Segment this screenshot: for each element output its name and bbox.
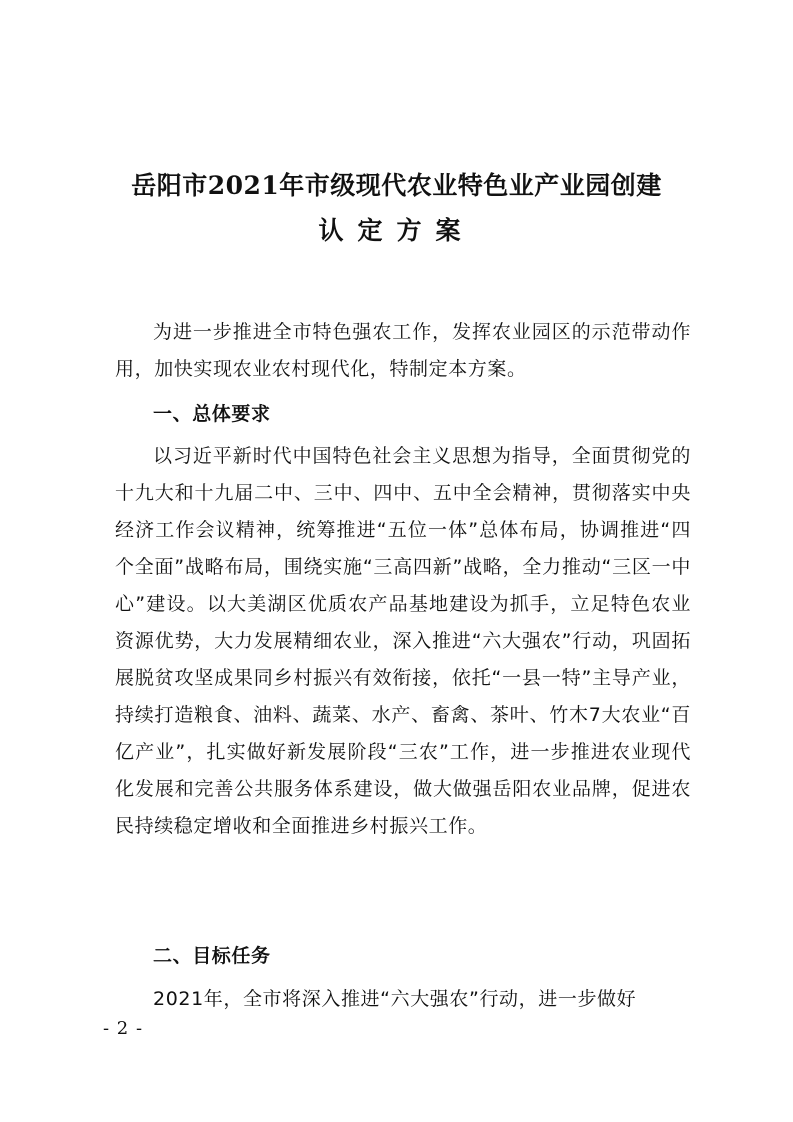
page-number: - 2 - xyxy=(103,1018,144,1039)
document-title-line1: 岳阳市2021年市级现代农业特色业产业园创建 xyxy=(131,171,662,200)
intro-paragraph: 为进一步推进全市特色强农工作，发挥农业园区的示范带动作用，加快实现农业农村现代化，特制定本方案。 xyxy=(115,321,691,380)
section-heading-goals-tasks: 二、目标任务 xyxy=(153,945,271,967)
section-heading-general-requirements: 一、总体要求 xyxy=(153,403,271,425)
goals-tasks-paragraph: 2021年，全市将深入推进“六大强农”行动，进一步做好 xyxy=(153,988,637,1010)
document-title-line2: 认定方案 xyxy=(318,216,475,245)
general-requirements-paragraph: 以习近平新时代中国特色社会主义思想为指导，全面贯彻党的十九大和十九届二中、三中、四中、五中全会精神，贯彻落实中央经济工作会议精神，统筹推进“五位一体”总体布局，协调推进“四个全面”战略布局，围绕实施“三高四新”战略，全力推动“三区一中心”建设。以大美湖区优质农产品基地建设为抓手，立足特色农业资源优势，大力发展精细农业，深入推进“六大强农”行动，巩固拓展脱贫攻坚成果同乡村振兴有效衔接，依托“一县一特”主导产业，持续打造粮食、油料、蔬菜、水产、畜禽、茶叶、竹木7大农业“百亿产业”，扎实做好新发展阶段“三农”工作，进一步推进农业现代化发展和完善公共服务体系建设，做大做强岳阳农业品牌，促进农民持续稳定增收和全面推进乡村振兴工作。 xyxy=(115,445,691,837)
